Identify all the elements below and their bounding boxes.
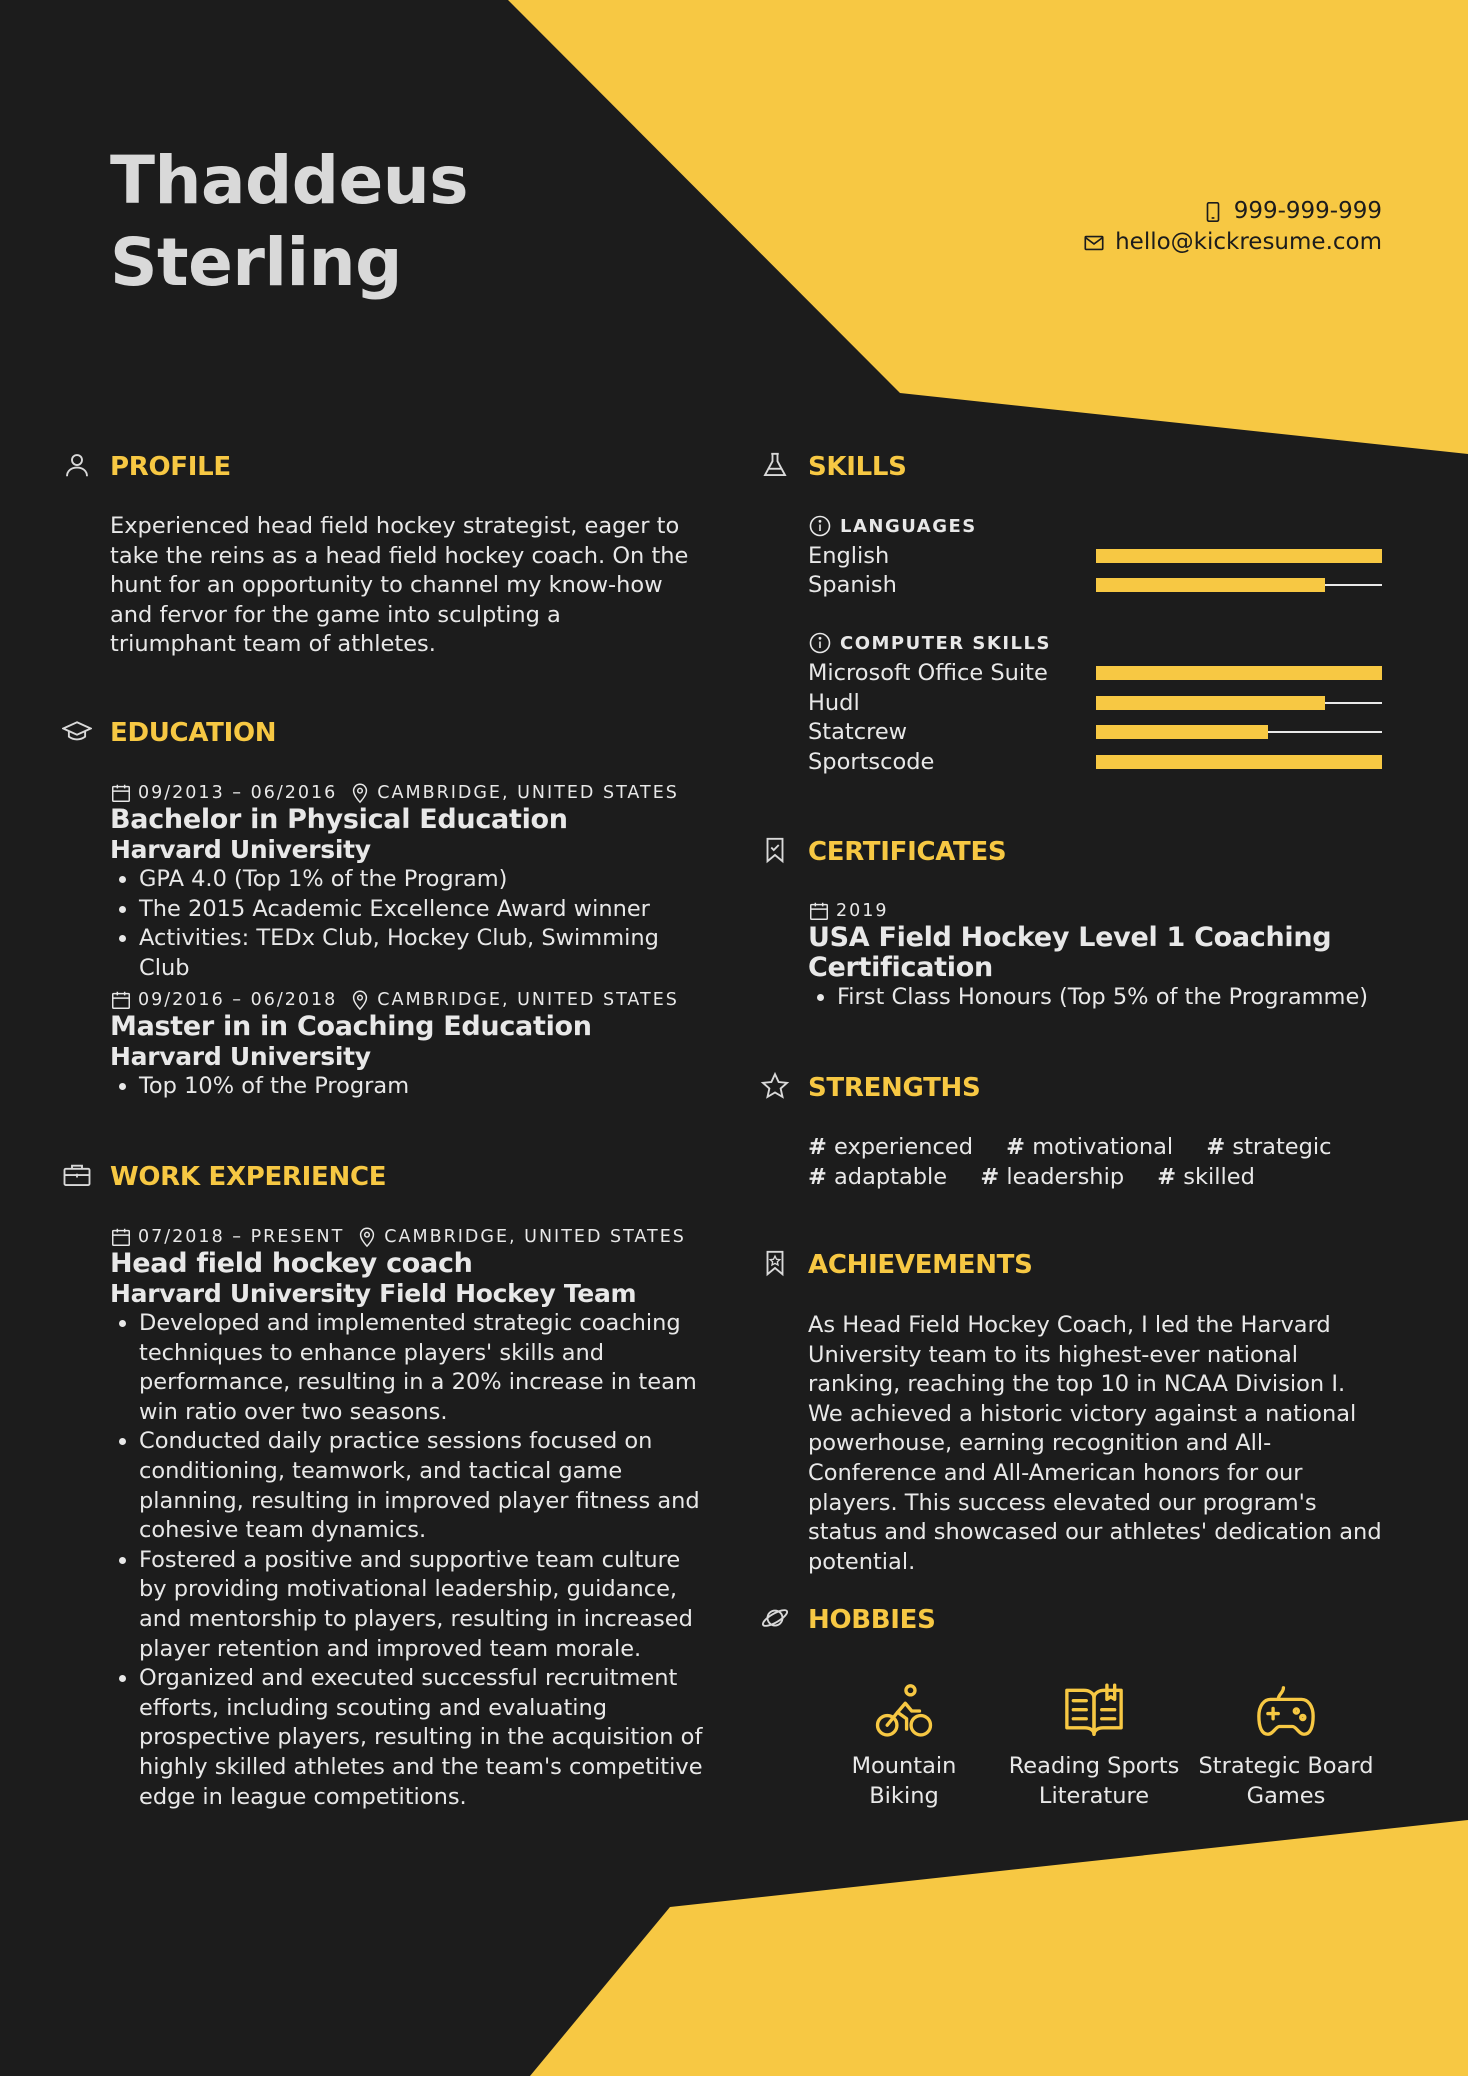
gamepad-icon — [1255, 1680, 1317, 1742]
skill-level-bar — [1096, 755, 1382, 769]
skill-name: Sportscode — [808, 748, 935, 775]
candidate-name — [110, 140, 468, 304]
skill-bar-fill — [1096, 725, 1268, 739]
skill-level-bar — [1096, 725, 1382, 739]
location-pin-icon — [349, 989, 371, 1011]
list-item: • Conducted daily practice sessions focused on conditioning, teamwork, and tactical game planning, resulting in improved player fitness and cohesive team dynamics. — [139, 1427, 714, 1545]
certificates-title: CERTIFICATES — [808, 837, 1007, 867]
graduation-cap-icon — [62, 716, 92, 746]
hobby-label-line1: Reading Sports — [1008, 1753, 1180, 1779]
info-icon — [808, 631, 832, 655]
education-title: EDUCATION — [110, 718, 277, 748]
work-title: WORK EXPERIENCE — [110, 1162, 387, 1192]
star-icon — [760, 1071, 790, 1101]
skill-row — [808, 747, 1382, 777]
strengths-tags — [808, 1133, 1408, 1192]
briefcase-icon — [62, 1160, 92, 1190]
list-item: • Developed and implemented strategic coaching techniques to enhance players' skills and performance, resulting in a 20% increase in team win ratio over two seasons. — [139, 1309, 714, 1427]
bookmark-icon — [760, 835, 790, 865]
strengths-row-2 — [808, 1163, 1408, 1193]
contact-block — [1083, 196, 1382, 258]
school-name: Harvard University — [110, 835, 371, 864]
skill-bar-fill — [1096, 666, 1382, 680]
skill-row — [808, 571, 1382, 601]
list-item: • First Class Honours (Top 5% of the Programme) — [837, 983, 1408, 1013]
achievements-heading — [808, 1250, 1033, 1280]
languages-category — [808, 511, 1382, 541]
book-icon — [1063, 1680, 1125, 1742]
education-location: CAMBRIDGE, UNITED STATES — [377, 783, 679, 803]
skill-row — [808, 717, 1382, 747]
skill-row — [808, 688, 1382, 718]
work-dates: 07/2018 – PRESENT — [138, 1227, 345, 1247]
skill-row — [808, 658, 1382, 688]
planet-icon — [760, 1603, 790, 1633]
hobby-label-line1: Mountain — [851, 1753, 957, 1779]
hobby-label-line2: Games — [1246, 1782, 1326, 1809]
skills-block — [808, 511, 1382, 777]
calendar-icon — [808, 900, 830, 922]
achievements-title: ACHIEVEMENTS — [808, 1250, 1033, 1280]
skill-bar-fill — [1096, 578, 1325, 592]
work-bullets — [110, 1309, 714, 1812]
skill-level-bar — [1096, 549, 1382, 563]
computer-skills-category — [808, 628, 1382, 658]
education-location: CAMBRIDGE, UNITED STATES — [377, 990, 679, 1010]
list-item: • The 2015 Academic Excellence Award winner — [139, 895, 710, 925]
hobby-item — [1186, 1680, 1386, 1811]
company-name: Harvard University Field Hockey Team — [110, 1279, 637, 1308]
profile-text: Experienced head field hockey strategist, eager to take the reins as a head field hockey coach. On the hunt for an opportunity to channel my know-how and fervor for the game into sculpting a triumphant team of athletes. — [110, 513, 689, 658]
education-bullets — [110, 1072, 710, 1102]
skill-name: Hudl — [808, 689, 860, 716]
strength-tag: # leadership — [980, 1163, 1125, 1190]
phone-row — [1083, 196, 1382, 227]
strength-tag: # skilled — [1157, 1163, 1255, 1190]
calendar-icon — [110, 1226, 132, 1248]
education-meta — [110, 988, 710, 1012]
email-row — [1083, 227, 1382, 258]
hobby-item — [994, 1680, 1194, 1811]
profile-heading — [110, 452, 231, 482]
hobby-label-line1: Strategic Board — [1198, 1753, 1374, 1779]
computer-skills-label: COMPUTER SKILLS — [840, 632, 1051, 654]
skill-level-bar — [1096, 578, 1382, 592]
flask-icon — [760, 450, 790, 480]
work-location: CAMBRIDGE, UNITED STATES — [384, 1227, 686, 1247]
education-dates: 09/2013 – 06/2016 — [138, 783, 338, 803]
degree-title: Master in in Coaching Education — [110, 1011, 592, 1042]
list-item: • GPA 4.0 (Top 1% of the Program) — [139, 865, 710, 895]
hobby-label-line2: Literature — [1038, 1782, 1150, 1809]
work-heading — [110, 1162, 386, 1192]
education-heading — [110, 718, 276, 748]
languages-label: LANGUAGES — [840, 515, 977, 537]
phone-icon — [1202, 201, 1224, 223]
skills-title: SKILLS — [808, 452, 907, 482]
achievements-text: As Head Field Hockey Coach, I led the Harvard University team to its highest-ever national ranking, reaching the top 10 in NCAA Division I. We achieved a historic victory against a national powerhouse, earning recognition and All-Conference and All-American honors for our players. This success elevated our program's status and showcased our athletes' dedication and potential. — [808, 1312, 1382, 1575]
skill-bar-fill — [1096, 696, 1325, 710]
skill-level-bar — [1096, 666, 1382, 680]
skill-level-bar — [1096, 696, 1382, 710]
certificate-bullets — [808, 983, 1408, 1013]
phone-number[interactable]: 999-999-999 — [1233, 198, 1382, 224]
hobbies-title: HOBBIES — [808, 1605, 936, 1635]
first-name: Thaddeus — [110, 142, 469, 219]
skill-bar-fill — [1096, 755, 1382, 769]
certificate-title-line2: Certification — [808, 952, 993, 983]
school-name: Harvard University — [110, 1042, 371, 1071]
work-entry — [110, 1225, 710, 1812]
education-bullets — [110, 865, 710, 983]
education-entry-1 — [110, 781, 710, 983]
list-item: • Activities: TEDx Club, Hockey Club, Swimming Club — [139, 924, 710, 983]
hobby-label-line2: Biking — [869, 1782, 939, 1809]
skill-name: Statcrew — [808, 719, 908, 746]
email-address[interactable]: hello@kickresume.com — [1115, 229, 1382, 255]
envelope-icon — [1083, 232, 1105, 254]
skill-name: Spanish — [808, 572, 897, 599]
bicycle-icon — [873, 1680, 935, 1742]
skill-bar-fill — [1096, 549, 1382, 563]
last-name: Sterling — [110, 224, 402, 301]
degree-title: Bachelor in Physical Education — [110, 804, 568, 835]
calendar-icon — [110, 782, 132, 804]
certificate-meta — [808, 899, 1408, 923]
calendar-icon — [110, 989, 132, 1011]
hobby-item — [804, 1680, 1004, 1811]
skill-name: English — [808, 542, 890, 569]
certificates-heading — [808, 837, 1006, 867]
list-item: • Fostered a positive and supportive team culture by providing motivational leadership, guidance, and mentorship to players, resulting in increased player retention and improved team morale. — [139, 1546, 714, 1664]
computer-skills-list — [808, 658, 1382, 776]
skill-row — [808, 541, 1382, 571]
languages-list — [808, 541, 1382, 600]
strengths-heading — [808, 1073, 980, 1103]
strength-tag: # adaptable — [808, 1163, 948, 1190]
strength-tag: # motivational — [1006, 1134, 1174, 1160]
work-meta — [110, 1225, 710, 1249]
job-title: Head field hockey coach — [110, 1248, 473, 1279]
certificate-title-line1: USA Field Hockey Level 1 Coaching — [808, 922, 1332, 953]
strengths-row-1 — [808, 1133, 1408, 1163]
strength-tag: # strategic — [1206, 1134, 1332, 1160]
hobbies-heading — [808, 1605, 936, 1635]
skills-heading — [808, 452, 907, 482]
education-meta — [110, 781, 710, 805]
strength-tag: # experienced — [808, 1134, 974, 1160]
list-item: • Organized and executed successful recruitment efforts, including scouting and evaluating prospective players, resulting in the acquisition of highly skilled athletes and the team's competitive edge in league competitions. — [139, 1664, 714, 1812]
award-bookmark-icon — [760, 1248, 790, 1278]
certificate-year: 2019 — [836, 901, 889, 921]
person-icon — [62, 450, 92, 480]
location-pin-icon — [349, 782, 371, 804]
strengths-title: STRENGTHS — [808, 1073, 981, 1103]
education-dates: 09/2016 – 06/2018 — [138, 990, 338, 1010]
info-icon — [808, 514, 832, 538]
list-item: • Top 10% of the Program — [139, 1072, 710, 1102]
education-entry-2 — [110, 988, 710, 1102]
certificate-entry — [808, 899, 1408, 1013]
location-pin-icon — [356, 1226, 378, 1248]
profile-title: PROFILE — [110, 452, 231, 482]
skill-name: Microsoft Office Suite — [808, 659, 1048, 686]
